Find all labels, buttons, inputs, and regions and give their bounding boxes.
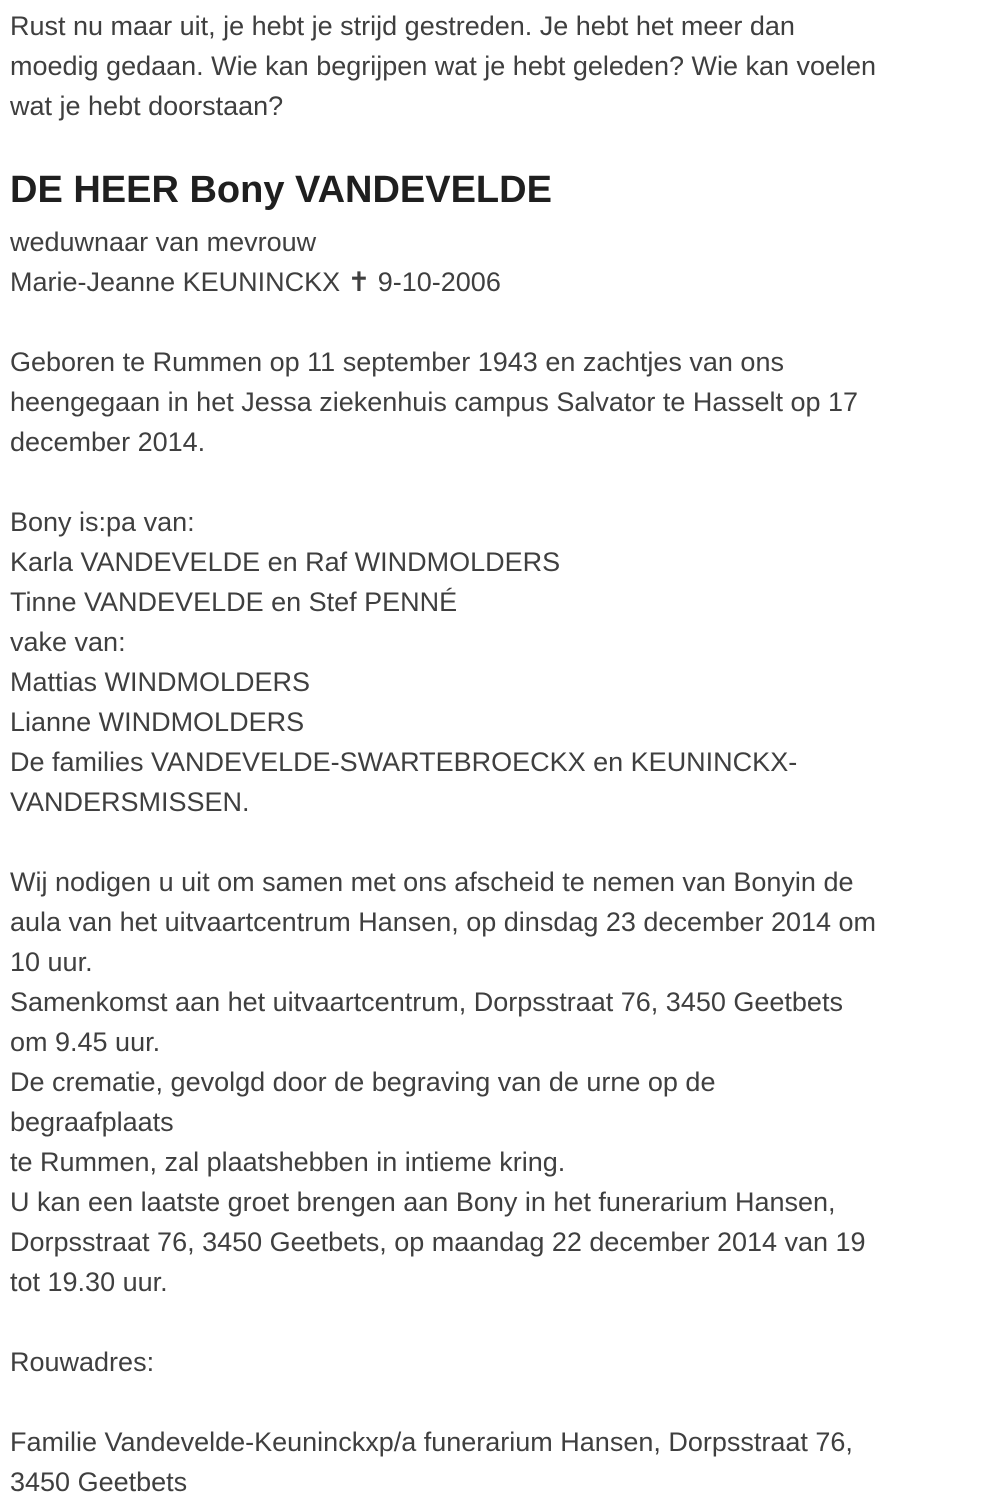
rouwadres-line: Familie Vandevelde-Keuninckxp/a funerarium Hansen, Dorpsstraat 76,	[10, 1427, 853, 1457]
deceased-name-title: DE HEER Bony VANDEVELDE	[10, 169, 552, 211]
family-line: vake van:	[10, 627, 126, 657]
rouwadres-line: 3450 Geetbets	[10, 1467, 188, 1497]
family-line: De families VANDEVELDE-SWARTEBROECKX en KEUNINCKX-	[10, 747, 798, 777]
birth-death-paragraph	[10, 342, 990, 462]
ceremony-line: Samenkomst aan het uitvaartcentrum, Dorpsstraat 76, 3450 Geetbets	[10, 987, 843, 1017]
ceremony-line: begraafplaats	[10, 1107, 174, 1137]
poem-line: Rust nu maar uit, je hebt je strijd gestreden. Je hebt het meer dan	[10, 11, 795, 41]
ceremony-details	[10, 862, 990, 1302]
ceremony-line: aula van het uitvaartcentrum Hansen, op dinsdag 23 december 2014 om	[10, 907, 877, 937]
birth-death-line: heengegaan in het Jessa ziekenhuis campus Salvator te Hasselt op 17	[10, 387, 859, 417]
ceremony-line: Dorpsstraat 76, 3450 Geetbets, op maandag 22 december 2014 van 19	[10, 1227, 866, 1257]
birth-death-line: Geboren te Rummen op 11 september 1943 en zachtjes van ons	[10, 347, 784, 377]
widower-line: weduwnaar van mevrouw	[10, 227, 317, 257]
poem-line: wat je hebt doorstaan?	[10, 91, 284, 121]
ceremony-line: De crematie, gevolgd door de begraving van de urne op de	[10, 1067, 716, 1097]
ceremony-line: U kan een laatste groet brengen aan Bony in het funerarium Hansen,	[10, 1187, 836, 1217]
family-list	[10, 502, 990, 822]
ceremony-line: Wij nodigen u uit om samen met ons afscheid te nemen van Bonyin de	[10, 867, 854, 897]
family-line: Mattias WINDMOLDERS	[10, 667, 311, 697]
opening-poem	[10, 6, 990, 126]
ceremony-line: 10 uur.	[10, 947, 93, 977]
family-line: VANDERSMISSEN.	[10, 787, 250, 817]
family-line: Tinne VANDEVELDE en Stef PENNÉ	[10, 587, 458, 617]
rouwadres-label-line: Rouwadres:	[10, 1347, 155, 1377]
family-line: Karla VANDEVELDE en Raf WINDMOLDERS	[10, 547, 561, 577]
mourning-address-label	[10, 1342, 990, 1382]
ceremony-line: tot 19.30 uur.	[10, 1267, 168, 1297]
mourning-address	[10, 1422, 990, 1502]
family-line: Bony is:pa van:	[10, 507, 195, 537]
obituary-document	[10, 6, 990, 1502]
poem-line: moedig gedaan. Wie kan begrijpen wat je hebt geleden? Wie kan voelen	[10, 51, 877, 81]
ceremony-line: te Rummen, zal plaatshebben in intieme kring.	[10, 1147, 566, 1177]
widower-block	[10, 222, 990, 302]
ceremony-line: om 9.45 uur.	[10, 1027, 161, 1057]
birth-death-line: december 2014.	[10, 427, 206, 457]
family-line: Lianne WINDMOLDERS	[10, 707, 305, 737]
spouse-line: Marie-Jeanne KEUNINCKX ✝ 9-10-2006	[10, 267, 501, 297]
